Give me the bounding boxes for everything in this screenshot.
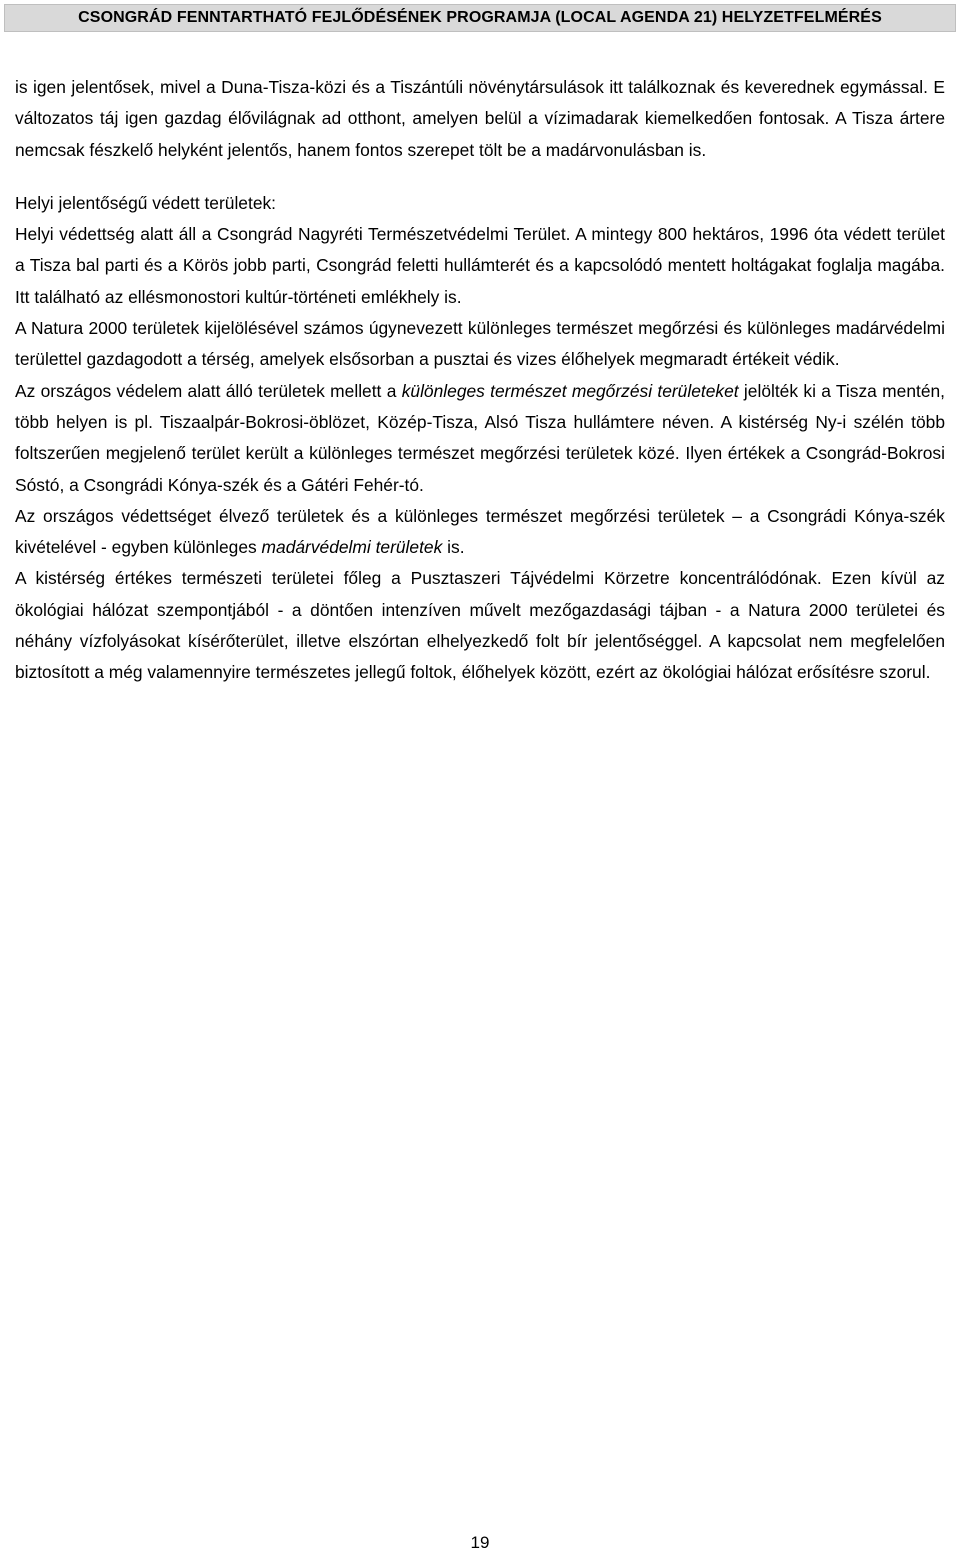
paragraph-text: Az országos védelem alatt álló területek mellett a (15, 380, 402, 401)
italic-term: madárvédelmi területek (261, 537, 443, 558)
paragraph-text: is. (442, 537, 465, 558)
section-heading: Helyi jelentőségű védett területek: (15, 192, 277, 213)
paragraph-text: Az országos védettséget élvező területek és a különleges természet megőrzési területek – a Csongrádi Kónya-szék kivételével - egyben különleges (15, 505, 945, 558)
paragraph-special-conservation (15, 376, 945, 501)
page-number: 19 (470, 1533, 490, 1552)
paragraph-natura-2000: A Natura 2000 területek kijelölésével számos úgynevezett különleges természet megőrzési és különleges madárvédelmi területtel gazdagodott a térség, amelyek elsősorban a pusztai és vizes élőhelyek megmaradt értékeit védik. (15, 318, 945, 370)
running-header (4, 4, 956, 32)
document-body (15, 72, 945, 689)
paragraph-bird-protection (15, 501, 945, 564)
paragraph-text: jelölték ki a Tisza mentén, több helyen is pl. Tiszaalpár-Bokrosi-öblözet, Közép-Tisza, Alsó Tisza hullámtere néven. A kistérség Ny-i szélén több foltszerűen megjelenő terület került a különleges természet megőrzési területek közé. Ilyen értékek a Csongrád-Bokrosi Sóstó, a Csongrádi Kónya-szék és a Gátéri Fehér-tó. (15, 380, 945, 495)
paragraph-local-protection: Helyi védettség alatt áll a Csongrád Nagyréti Természetvédelmi Terület. A mintegy 800 hektáros, 1996 óta védett terület a Tisza bal parti és a Körös jobb parti, Csongrád feletti hullámterét és a kapcsolódó mentett holtágakat foglalja magába. Itt található az ellésmonostori kultúr-történeti emlékhely is. (15, 224, 945, 307)
header-title: CSONGRÁD FENNTARTHATÓ FEJLŐDÉSÉNEK PROGRAMJA (LOCAL AGENDA 21) HELYZETFELMÉRÉS (78, 9, 882, 26)
italic-term: különleges természet megőrzési területeket (401, 380, 739, 401)
paragraph-ecological-network: A kistérség értékes természeti területei főleg a Pusztaszeri Tájvédelmi Körzetre koncentrálódónak. Ezen kívül az ökológiai hálózat szempontjából - a döntően intenzíven művelt mezőgazdasági tájban - a Natura 2000 területei és néhány vízfolyásokat kísérőterület, illetve elszórtan elhelyezkedő folt bír jelentőséggel. A kapcsolat nem megfelelően biztosított a még valamennyire természetes jellegű foltok, élőhelyek között, ezért az ökológiai hálózat erősítésre szorul. (15, 568, 945, 683)
paragraph-gap (15, 166, 945, 188)
paragraph-intro: is igen jelentősek, mivel a Duna-Tisza-közi és a Tiszántúli növénytársulások itt találkoznak és keverednek egymással. E változatos táj igen gazdag élővilágnak ad otthont, amelyen belül a vízimadarak kiemelkedően fontosak. A Tisza ártere nemcsak fészkelő helyként jelentős, hanem fontos szerepet tölt be a madárvonulásban is. (15, 77, 945, 160)
